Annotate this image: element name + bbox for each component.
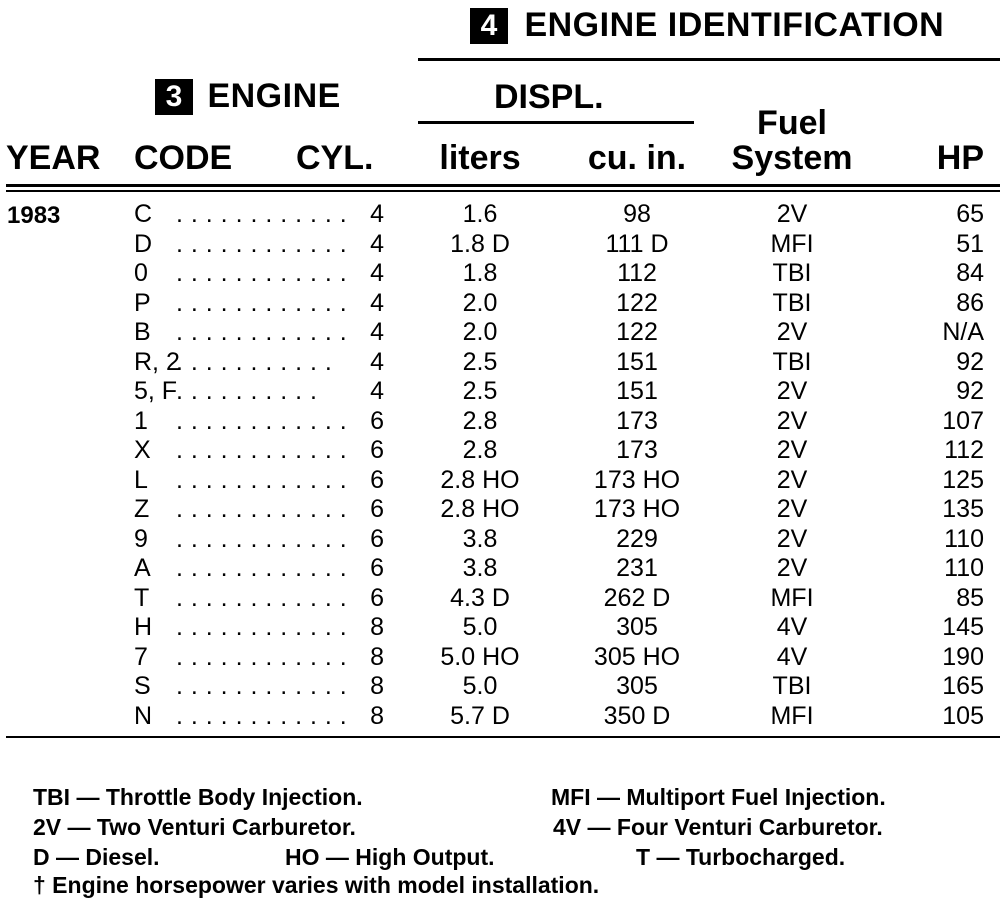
fuel-system: MFI xyxy=(770,229,814,258)
engine-code: T xyxy=(134,583,150,612)
displ-liters: 5.0 xyxy=(462,613,498,641)
engine-code: B xyxy=(134,318,151,346)
leader-dots: . . . . . . . . . . . . xyxy=(176,495,348,523)
section-3-header xyxy=(155,77,341,116)
header-rule-thin xyxy=(6,190,1000,192)
cyl-count: 4 xyxy=(370,200,384,228)
horsepower: 135 xyxy=(942,495,984,523)
displ-cuin: 350 D xyxy=(603,701,671,730)
fuel-system: 2V xyxy=(776,318,808,346)
displ-liters: 2.8 HO xyxy=(440,465,520,494)
footnote-ho: HO — High Output. xyxy=(285,844,495,870)
cyl-count: 6 xyxy=(370,465,384,494)
displ-liters: 2.0 xyxy=(462,318,498,346)
displ-liters: 2.8 HO xyxy=(440,495,520,523)
footnote-4v: 4V — Four Venturi Carburetor. xyxy=(553,814,883,840)
horsepower: N/A xyxy=(942,318,984,346)
hp-header: HP xyxy=(936,139,984,177)
engine-code: R, 2 xyxy=(134,347,180,376)
cyl-count: 6 xyxy=(370,495,384,523)
footnote-dagger: † Engine horsepower varies with model installation. xyxy=(33,872,600,898)
displ-cuin: 229 xyxy=(616,524,658,553)
engine-code: S xyxy=(134,672,151,700)
cuin-header: cu. in. xyxy=(587,139,687,177)
displ-liters: 2.8 xyxy=(462,436,498,464)
leader-dots: . . . . . . . . . . . . xyxy=(176,229,348,258)
displ-cuin: 173 HO xyxy=(593,465,681,494)
displ-liters: 3.8 xyxy=(462,524,498,553)
horsepower: 84 xyxy=(956,259,984,287)
displ-liters: 2.8 xyxy=(462,406,498,435)
fuel-system: 2V xyxy=(776,377,808,405)
leader-dots: . . . . . . . . . . . . xyxy=(176,465,348,494)
table-bottom-rule xyxy=(6,736,1000,738)
cyl-count: 4 xyxy=(370,347,384,376)
footnote-mfi: MFI — Multiport Fuel Injection. xyxy=(551,784,886,810)
displ-cuin: 173 HO xyxy=(593,495,681,523)
horsepower: 86 xyxy=(956,288,984,317)
horsepower: 110 xyxy=(944,524,984,553)
displ-cuin: 262 D xyxy=(603,583,671,612)
year-header: YEAR xyxy=(6,139,101,177)
engine-code: 1 xyxy=(134,406,148,435)
displ-cuin: 98 xyxy=(623,200,651,228)
horsepower: 85 xyxy=(956,583,984,612)
cyl-count: 8 xyxy=(370,701,384,730)
horsepower: 125 xyxy=(942,465,984,494)
engine-code: N xyxy=(134,701,153,730)
horsepower: 165 xyxy=(942,672,984,700)
fuel-system: 2V xyxy=(776,200,808,228)
fuel-system: MFI xyxy=(770,701,814,730)
engine-code: 0 xyxy=(134,259,148,287)
fuel-header-line1: Fuel xyxy=(757,104,827,142)
footnote-2v: 2V — Two Venturi Carburetor. xyxy=(33,814,356,840)
displ-cuin: 151 xyxy=(616,377,658,405)
displ-cuin: 151 xyxy=(616,347,658,376)
section-3-badge: 3 xyxy=(155,79,193,115)
displ-liters: 5.0 HO xyxy=(440,642,520,671)
engine-code: 5, F xyxy=(134,377,178,405)
displ-liters: 1.6 xyxy=(462,200,498,228)
cyl-count: 4 xyxy=(370,229,384,258)
cyl-count: 4 xyxy=(370,377,384,405)
displ-rule xyxy=(418,121,694,124)
fuel-system: 4V xyxy=(776,613,808,641)
displ-cuin: 173 xyxy=(616,436,658,464)
fuel-system: TBI xyxy=(772,259,812,287)
leader-dots: . . . . . . . . . . . . xyxy=(176,583,348,612)
fuel-system: TBI xyxy=(772,347,812,376)
section-4-rule xyxy=(418,58,1000,61)
displ-cuin: 111 D xyxy=(605,229,669,258)
displ-liters: 2.5 xyxy=(462,347,498,376)
cyl-count: 6 xyxy=(370,436,384,464)
section-4-title: ENGINE IDENTIFICATION xyxy=(524,6,945,44)
displ-cuin: 231 xyxy=(616,554,658,582)
horsepower: 92 xyxy=(956,347,984,376)
cyl-count: 8 xyxy=(370,613,384,641)
fuel-system: MFI xyxy=(770,583,814,612)
horsepower: 51 xyxy=(956,229,984,258)
displ-header: DISPL. xyxy=(494,78,604,116)
displ-liters: 5.7 D xyxy=(450,701,510,730)
horsepower: 65 xyxy=(956,200,984,228)
cyl-count: 6 xyxy=(370,554,384,582)
cyl-count: 6 xyxy=(370,406,384,435)
horsepower: 92 xyxy=(956,377,984,405)
horsepower: 190 xyxy=(942,642,984,671)
cyl-count: 4 xyxy=(370,259,384,287)
fuel-header-line2: System xyxy=(731,139,853,177)
liters-header: liters xyxy=(439,139,521,177)
leader-dots: . . . . . . . . . . . . xyxy=(176,672,348,700)
fuel-system: 2V xyxy=(776,406,808,435)
leader-dots: . . . . . . . . . . . . xyxy=(176,288,348,317)
engine-code: X xyxy=(134,436,151,464)
engine-code: H xyxy=(134,613,153,641)
section-4-header xyxy=(470,6,944,45)
displ-cuin: 305 xyxy=(616,613,658,641)
cyl-count: 6 xyxy=(370,524,384,553)
engine-code: C xyxy=(134,200,153,228)
leader-dots: . . . . . . . . . . . . xyxy=(176,524,348,553)
horsepower: 110 xyxy=(944,554,984,582)
leader-dots: . . . . . . . . . . . . xyxy=(176,318,348,346)
leader-dots: . . . . . . . . . . . xyxy=(176,347,333,376)
engine-code: D xyxy=(134,229,153,258)
fuel-system: TBI xyxy=(772,288,812,317)
displ-cuin: 305 HO xyxy=(593,642,681,671)
leader-dots: . . . . . . . . . . . . xyxy=(176,701,348,730)
displ-liters: 2.0 xyxy=(462,288,498,317)
displ-liters: 3.8 xyxy=(462,554,498,582)
leader-dots: . . . . . . . . . . . . xyxy=(176,406,348,435)
footnote-d: D — Diesel. xyxy=(33,844,160,870)
horsepower: 112 xyxy=(944,436,984,464)
horsepower: 105 xyxy=(942,701,984,730)
displ-cuin: 305 xyxy=(616,672,658,700)
leader-dots: . . . . . . . . . . xyxy=(176,377,318,405)
leader-dots: . . . . . . . . . . . . xyxy=(176,200,348,228)
fuel-system: 2V xyxy=(776,495,808,523)
fuel-system: 2V xyxy=(776,465,808,494)
fuel-system: 2V xyxy=(776,436,808,464)
displ-liters: 2.5 xyxy=(462,377,498,405)
leader-dots: . . . . . . . . . . . . xyxy=(176,642,348,671)
displ-cuin: 122 xyxy=(616,318,658,346)
leader-dots: . . . . . . . . . . . . xyxy=(176,436,348,464)
leader-dots: . . . . . . . . . . . . xyxy=(176,613,348,641)
cyl-count: 6 xyxy=(370,583,384,612)
cyl-count: 4 xyxy=(370,288,384,317)
header-rule-thick xyxy=(6,184,1000,187)
footnote-tbi: TBI — Throttle Body Injection. xyxy=(33,784,363,810)
engine-code: L xyxy=(134,465,148,494)
displ-cuin: 112 xyxy=(617,259,657,287)
displ-liters: 5.0 xyxy=(462,672,498,700)
cyl-header: CYL. xyxy=(296,139,374,177)
year-value: 1983 xyxy=(7,202,61,229)
cyl-count: 4 xyxy=(370,318,384,346)
footnote-t: T — Turbocharged. xyxy=(636,844,846,870)
fuel-system: 4V xyxy=(776,642,808,671)
displ-liters: 4.3 D xyxy=(450,583,510,612)
displ-liters: 1.8 D xyxy=(450,229,510,258)
leader-dots: . . . . . . . . . . . . xyxy=(176,259,348,287)
engine-code: 9 xyxy=(134,524,148,553)
code-header: CODE xyxy=(134,139,233,177)
engine-code: Z xyxy=(134,495,150,523)
horsepower: 145 xyxy=(942,613,984,641)
displ-liters: 1.8 xyxy=(462,259,498,287)
leader-dots: . . . . . . . . . . . . xyxy=(176,554,348,582)
fuel-system: 2V xyxy=(776,524,808,553)
section-3-title: ENGINE xyxy=(207,77,341,115)
engine-code: 7 xyxy=(134,642,148,671)
fuel-system: TBI xyxy=(772,672,812,700)
section-4-badge: 4 xyxy=(470,8,508,44)
horsepower: 107 xyxy=(942,406,984,435)
cyl-count: 8 xyxy=(370,672,384,700)
engine-code: P xyxy=(134,288,151,317)
engine-code: A xyxy=(134,554,151,582)
displ-cuin: 122 xyxy=(616,288,658,317)
displ-cuin: 173 xyxy=(616,406,658,435)
fuel-system: 2V xyxy=(776,554,808,582)
cyl-count: 8 xyxy=(370,642,384,671)
